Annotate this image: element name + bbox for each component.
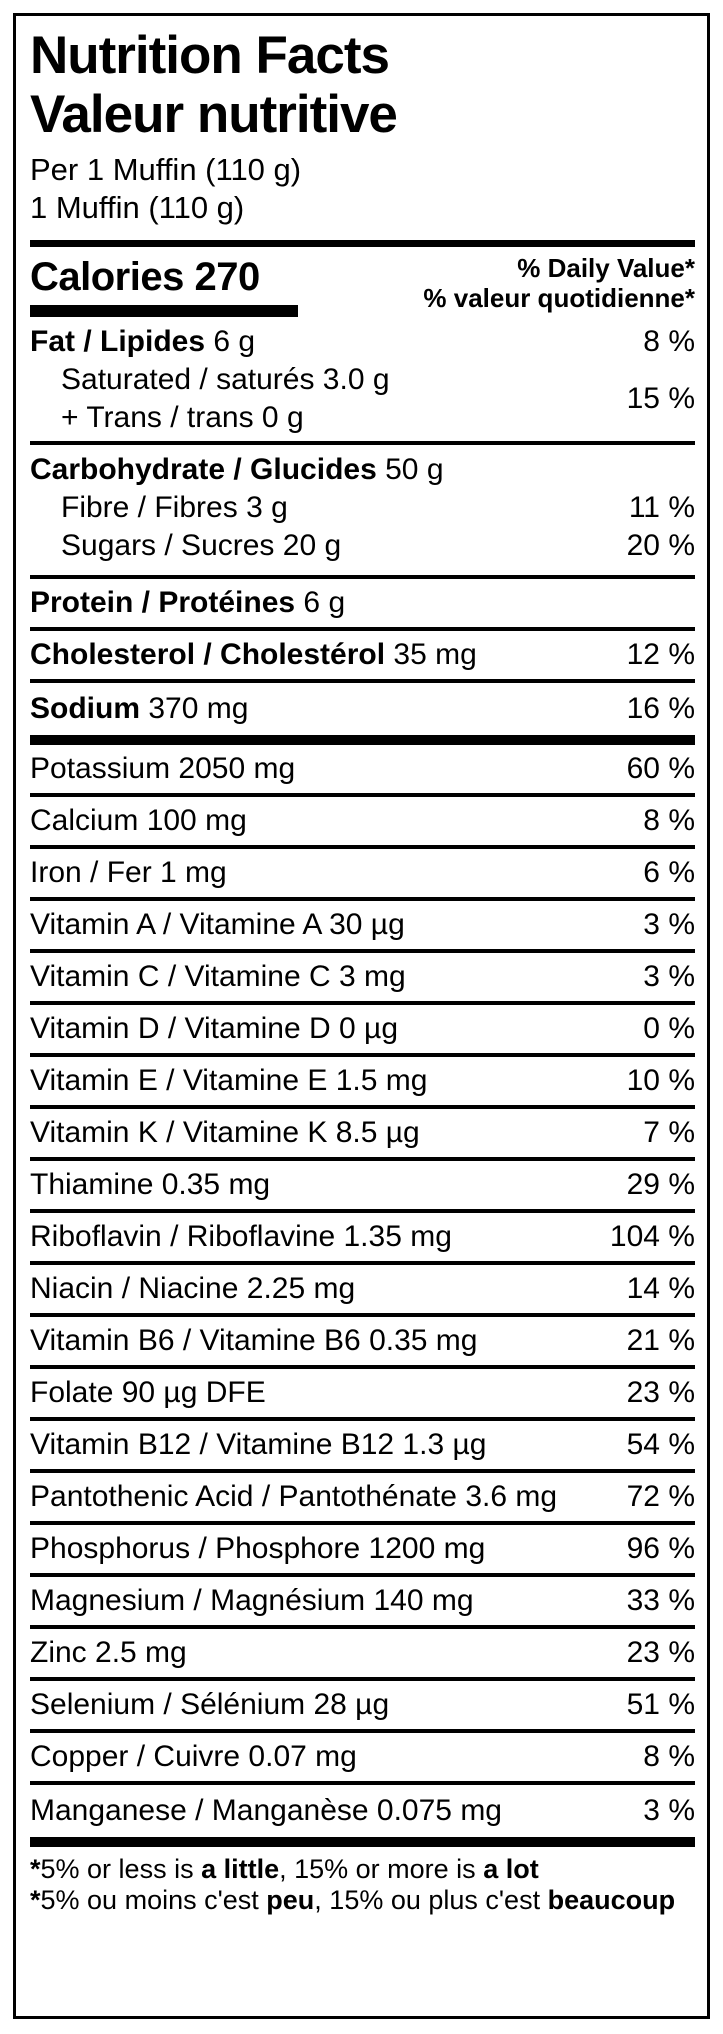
nutrition-facts-label: [13, 13, 710, 2019]
trans-row: [30, 399, 695, 437]
sodium-amount: 370 mg: [148, 692, 249, 725]
sugars-dv: 20 %: [626, 529, 695, 562]
nutrient-label: Vitamin B12 / Vitamine B12 1.3 µg: [30, 1428, 487, 1461]
daily-value-header-french: % valeur quotidienne*: [423, 283, 695, 313]
nutrient-dv: 54 %: [626, 1428, 695, 1461]
nutrient-row: [30, 1525, 695, 1577]
footnote-segment: 5% ou moins c'est: [40, 1885, 267, 1915]
nutrient-label: Magnesium / Magnésium 140 mg: [30, 1584, 474, 1617]
nutrient-label: Zinc 2.5 mg: [30, 1636, 187, 1669]
calories-value: [30, 247, 260, 307]
nutrient-dv: 0 %: [643, 1012, 695, 1045]
sugars-amount: 20 g: [282, 529, 342, 562]
carbohydrate-name: Carbohydrate / Glucides: [30, 453, 377, 486]
footnote-section-bar: [30, 1837, 695, 1847]
sugars-name: Sugars / Sucres: [61, 529, 275, 562]
nutrient-dv: 3 %: [643, 960, 695, 993]
footnote-segment: 5% or less is: [40, 1854, 202, 1884]
fat-row: [30, 323, 695, 361]
footnote-segment: a little: [201, 1854, 280, 1884]
nutrient-row: [30, 1265, 695, 1317]
serving-size-french: 1 Muffin (110 g): [30, 190, 245, 225]
footnote-segment: , 15% or more is: [279, 1854, 484, 1884]
calories-number: 270: [194, 255, 260, 299]
nutrient-label: Vitamin K / Vitamine K 8.5 µg: [30, 1116, 420, 1149]
nutrient-row: [30, 1317, 695, 1369]
nutrient-label: Vitamin B6 / Vitamine B6 0.35 mg: [30, 1324, 478, 1357]
nutrient-label: Calcium 100 mg: [30, 804, 247, 837]
carbohydrate-row: [30, 451, 695, 489]
nutrient-label: Thiamine 0.35 mg: [30, 1168, 271, 1201]
cholesterol-name: Cholesterol / Cholestérol: [30, 638, 386, 671]
nutrient-row: [30, 1057, 695, 1109]
sugars-row: [30, 527, 695, 565]
nutrient-label: Niacin / Niacine 2.25 mg: [30, 1272, 356, 1305]
fat-group: [30, 317, 695, 445]
calories-label: Calories: [30, 255, 184, 299]
fat-amount: 6 g: [213, 325, 256, 358]
nutrient-dv: 29 %: [626, 1168, 695, 1201]
trans-label: + Trans / trans 0 g: [61, 401, 304, 434]
nutrient-dv: 96 %: [626, 1532, 695, 1565]
nutrient-label: Vitamin E / Vitamine E 1.5 mg: [30, 1064, 428, 1097]
nutrient-row: [30, 797, 695, 849]
footnote-segment: beaucoup: [547, 1885, 676, 1915]
nutrient-dv: 10 %: [626, 1064, 695, 1097]
nutrient-dv: 6 %: [643, 856, 695, 889]
nutrient-label: Iron / Fer 1 mg: [30, 856, 227, 889]
cholesterol-dv: 12 %: [626, 638, 695, 671]
protein-row: [30, 579, 695, 631]
nutrient-row: [30, 1005, 695, 1057]
sodium-dv: 16 %: [626, 692, 695, 725]
title-english: Nutrition Facts: [30, 26, 389, 85]
nutrient-row: [30, 1473, 695, 1525]
nutrient-row: [30, 1577, 695, 1629]
calories-row: [30, 247, 695, 313]
footnote-line: [30, 1854, 695, 1885]
sodium-row: [30, 683, 695, 735]
fibre-label: [61, 489, 288, 527]
footnote-segment: a lot: [483, 1854, 539, 1884]
sodium-name: Sodium: [30, 692, 140, 725]
nutrient-row: [30, 1681, 695, 1733]
daily-value-header: [423, 247, 695, 313]
nutrient-row: [30, 901, 695, 953]
fibre-row: [30, 489, 695, 527]
cholesterol-row: [30, 631, 695, 683]
fibre-dv: 11 %: [628, 491, 695, 524]
fibre-name: Fibre / Fibres: [61, 491, 238, 524]
nutrient-label: Copper / Cuivre 0.07 mg: [30, 1740, 357, 1773]
sodium-label: [30, 692, 248, 726]
protein-name: Protein / Protéines: [30, 586, 296, 619]
footnote-segment: *: [30, 1854, 41, 1884]
nutrient-label: Manganese / Manganèse 0.075 mg: [30, 1794, 502, 1827]
nutrient-row: [30, 745, 695, 797]
carbohydrate-group: [30, 445, 695, 579]
protein-label: [30, 586, 345, 620]
nutrient-dv: 3 %: [643, 1794, 695, 1827]
nutrient-dv: 8 %: [643, 1740, 695, 1773]
nutrient-row: [30, 1213, 695, 1265]
nutrient-dv: 23 %: [626, 1636, 695, 1669]
protein-amount: 6 g: [303, 586, 346, 619]
nutrient-row: [30, 849, 695, 901]
serving-block: [30, 151, 695, 227]
nutrient-row: [30, 953, 695, 1005]
saturated-trans-dv: 15 %: [626, 382, 695, 415]
cholesterol-label: [30, 638, 477, 672]
footnotes: [30, 1847, 695, 1924]
footnote-segment: *: [30, 1885, 41, 1915]
nutrient-label: Phosphorus / Phosphore 1200 mg: [30, 1532, 486, 1565]
nutrient-row: [30, 1629, 695, 1681]
nutrient-dv: 51 %: [626, 1688, 695, 1721]
nutrient-row: [30, 1421, 695, 1473]
fat-name: Fat / Lipides: [30, 325, 206, 358]
footnote-segment: peu: [266, 1885, 315, 1915]
nutrient-dv: 8 %: [643, 804, 695, 837]
nutrient-label: Selenium / Sélénium 28 µg: [30, 1688, 390, 1721]
serving-divider-bar: [30, 240, 695, 247]
title-french: Valeur nutritive: [30, 85, 397, 144]
serving-size-english: Per 1 Muffin (110 g): [30, 152, 302, 187]
nutrient-label: Vitamin C / Vitamine C 3 mg: [30, 960, 406, 993]
fat-label: [30, 323, 255, 361]
nutrient-dv: 21 %: [626, 1324, 695, 1357]
fibre-amount: 3 g: [246, 491, 288, 524]
nutrient-dv: 23 %: [626, 1376, 695, 1409]
daily-value-header-english: % Daily Value*: [517, 253, 695, 283]
carbohydrate-amount: 50 g: [385, 453, 444, 486]
sugars-label: [61, 527, 341, 565]
nutrient-dv: 14 %: [626, 1272, 695, 1305]
nutrient-dv: 60 %: [626, 752, 695, 785]
nutrient-label: Pantothenic Acid / Pantothénate 3.6 mg: [30, 1480, 558, 1513]
nutrient-row: [30, 1161, 695, 1213]
micronutrient-rows: [30, 745, 695, 1837]
nutrient-label: Potassium 2050 mg: [30, 752, 296, 785]
nutrient-label: Vitamin D / Vitamine D 0 µg: [30, 1012, 398, 1045]
nutrient-dv: 33 %: [626, 1584, 695, 1617]
nutrient-label: Folate 90 µg DFE: [30, 1376, 266, 1409]
nutrient-row: [30, 1733, 695, 1785]
cholesterol-amount: 35 mg: [393, 638, 477, 671]
saturated-row: [30, 361, 695, 399]
nutrient-row: [30, 1785, 695, 1837]
carbohydrate-label: [30, 451, 444, 489]
fat-dv: 8 %: [643, 325, 695, 358]
nutrient-label: Vitamin A / Vitamine A 30 µg: [30, 908, 405, 941]
nutrient-dv: 7 %: [643, 1116, 695, 1149]
nutrient-dv: 72 %: [626, 1480, 695, 1513]
nutrient-row: [30, 1109, 695, 1161]
saturated-trans-subgroup: [30, 361, 695, 437]
footnote-line: [30, 1885, 695, 1916]
nutrient-row: [30, 1369, 695, 1421]
nutrient-dv: 3 %: [643, 908, 695, 941]
nutrient-label: Riboflavin / Riboflavine 1.35 mg: [30, 1220, 452, 1253]
nutrient-dv: 104 %: [609, 1220, 695, 1253]
saturated-label: Saturated / saturés 3.0 g: [61, 363, 390, 396]
footnote-segment: , 15% ou plus c'est: [314, 1885, 548, 1915]
sodium-section-bar: [30, 735, 695, 745]
